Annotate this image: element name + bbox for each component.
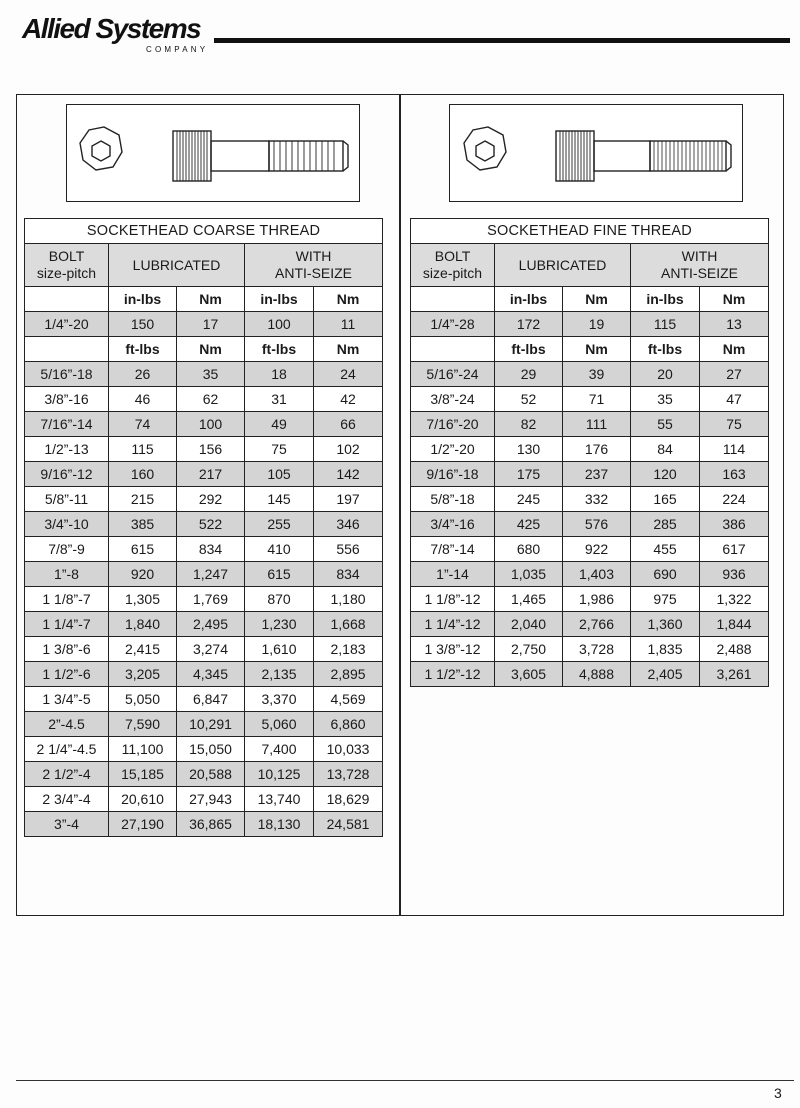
table-row [411, 487, 769, 512]
unit-blank-cell [411, 287, 495, 312]
value-cell: 1,610 [245, 637, 314, 662]
bolt-size-cell: 7/16”-14 [25, 412, 109, 437]
value-cell: 1,247 [177, 562, 245, 587]
value-cell: 870 [245, 587, 314, 612]
table-row [25, 812, 383, 837]
table-row [411, 562, 769, 587]
page-number: 3 [774, 1085, 782, 1101]
coarse-bolt-diagram [66, 104, 360, 202]
value-cell: 410 [245, 537, 314, 562]
value-cell: 3,605 [495, 662, 563, 687]
bolt-size-cell: 7/16”-20 [411, 412, 495, 437]
logo-subtitle: COMPANY [146, 45, 209, 54]
bolt-size-cell: 1”-14 [411, 562, 495, 587]
value-cell: 197 [314, 487, 383, 512]
value-cell: 111 [563, 412, 631, 437]
value-cell: 425 [495, 512, 563, 537]
bolt-size-cell: 5/16”-18 [25, 362, 109, 387]
fine-thread-table [410, 218, 769, 687]
table-row [25, 762, 383, 787]
unit-cell: Nm [177, 287, 245, 312]
lubricated-header: LUBRICATED [495, 244, 631, 287]
table-row [25, 712, 383, 737]
bolt-size-cell: 3/8”-24 [411, 387, 495, 412]
anti-seize-header [245, 244, 383, 287]
value-cell: 75 [700, 412, 769, 437]
value-cell: 576 [563, 512, 631, 537]
value-cell: 120 [631, 462, 700, 487]
value-cell: 74 [109, 412, 177, 437]
value-cell: 20,610 [109, 787, 177, 812]
table-row [411, 512, 769, 537]
value-cell: 29 [495, 362, 563, 387]
bolt-size-cell: 5/8”-18 [411, 487, 495, 512]
table-row [25, 437, 383, 462]
bolt-size-cell: 3”-4 [25, 812, 109, 837]
unit-cell: Nm [177, 337, 245, 362]
value-cell: 1,668 [314, 612, 383, 637]
table-row [25, 787, 383, 812]
table-row [411, 437, 769, 462]
bolt-size-cell: 1/2”-20 [411, 437, 495, 462]
value-cell: 13,728 [314, 762, 383, 787]
value-cell: 66 [314, 412, 383, 437]
value-cell: 224 [700, 487, 769, 512]
value-cell: 175 [495, 462, 563, 487]
table-row [411, 312, 769, 337]
value-cell: 245 [495, 487, 563, 512]
value-cell: 26 [109, 362, 177, 387]
unit-cell: in-lbs [495, 287, 563, 312]
value-cell: 156 [177, 437, 245, 462]
value-cell: 2,750 [495, 637, 563, 662]
value-cell: 20 [631, 362, 700, 387]
table-row [25, 512, 383, 537]
value-cell: 680 [495, 537, 563, 562]
value-cell: 130 [495, 437, 563, 462]
bolt-size-cell: 3/8”-16 [25, 387, 109, 412]
bolt-size-cell: 1 1/8”-12 [411, 587, 495, 612]
value-cell: 102 [314, 437, 383, 462]
bolt-size-cell: 5/16”-24 [411, 362, 495, 387]
unit-cell: Nm [700, 337, 769, 362]
value-cell: 82 [495, 412, 563, 437]
value-cell: 2,183 [314, 637, 383, 662]
value-cell: 35 [177, 362, 245, 387]
value-cell: 165 [631, 487, 700, 512]
value-cell: 237 [563, 462, 631, 487]
bolt-size-cell: 2 3/4”-4 [25, 787, 109, 812]
value-cell: 2,495 [177, 612, 245, 637]
bolt-size-cell: 2 1/2”-4 [25, 762, 109, 787]
value-cell: 100 [245, 312, 314, 337]
table-row [25, 362, 383, 387]
company-logo [22, 14, 212, 54]
coarse-bolt-illustration [67, 105, 361, 203]
unit-cell: ft-lbs [495, 337, 563, 362]
anti-seize-header-line2: ANTI-SEIZE [275, 265, 353, 281]
value-cell: 5,060 [245, 712, 314, 737]
value-cell: 142 [314, 462, 383, 487]
bolt-size-cell: 1/4”-28 [411, 312, 495, 337]
unit-blank-cell [25, 337, 109, 362]
value-cell: 4,569 [314, 687, 383, 712]
value-cell: 217 [177, 462, 245, 487]
fine-bolt-illustration [450, 105, 744, 203]
value-cell: 36,865 [177, 812, 245, 837]
table-row [25, 462, 383, 487]
value-cell: 145 [245, 487, 314, 512]
value-cell: 1,035 [495, 562, 563, 587]
table-row [411, 362, 769, 387]
value-cell: 615 [109, 537, 177, 562]
unit-cell: in-lbs [245, 287, 314, 312]
bolt-header-line2: size-pitch [36, 265, 97, 281]
bolt-header-line1: BOLT [434, 248, 471, 264]
value-cell: 18,130 [245, 812, 314, 837]
value-cell: 18 [245, 362, 314, 387]
value-cell: 10,033 [314, 737, 383, 762]
unit-row-ft-lbs [25, 337, 383, 362]
value-cell: 42 [314, 387, 383, 412]
value-cell: 15,185 [109, 762, 177, 787]
bolt-size-cell: 1”-8 [25, 562, 109, 587]
bolt-size-cell: 3/4”-10 [25, 512, 109, 537]
value-cell: 27,943 [177, 787, 245, 812]
value-cell: 150 [109, 312, 177, 337]
lubricated-header: LUBRICATED [109, 244, 245, 287]
table-row [411, 612, 769, 637]
bolt-size-cell: 1/4”-20 [25, 312, 109, 337]
value-cell: 922 [563, 537, 631, 562]
anti-seize-header [631, 244, 769, 287]
unit-cell: in-lbs [109, 287, 177, 312]
value-cell: 52 [495, 387, 563, 412]
anti-seize-header-line1: WITH [681, 248, 718, 264]
value-cell: 292 [177, 487, 245, 512]
value-cell: 7,400 [245, 737, 314, 762]
table-row [25, 587, 383, 612]
coarse-thread-table [24, 218, 383, 837]
unit-cell: Nm [563, 337, 631, 362]
value-cell: 556 [314, 537, 383, 562]
bolt-size-cell: 3/4”-16 [411, 512, 495, 537]
unit-cell: ft-lbs [245, 337, 314, 362]
value-cell: 62 [177, 387, 245, 412]
value-cell: 15,050 [177, 737, 245, 762]
anti-seize-header-line2: ANTI-SEIZE [661, 265, 739, 281]
value-cell: 2,135 [245, 662, 314, 687]
table-row [411, 462, 769, 487]
bolt-size-cell: 1 1/8”-7 [25, 587, 109, 612]
table-row [25, 737, 383, 762]
footer-rule [16, 1080, 794, 1081]
value-cell: 2,040 [495, 612, 563, 637]
value-cell: 2,415 [109, 637, 177, 662]
value-cell: 936 [700, 562, 769, 587]
value-cell: 115 [109, 437, 177, 462]
table-row [25, 662, 383, 687]
unit-blank-cell [25, 287, 109, 312]
value-cell: 834 [314, 562, 383, 587]
value-cell: 49 [245, 412, 314, 437]
value-cell: 1,465 [495, 587, 563, 612]
value-cell: 2,488 [700, 637, 769, 662]
value-cell: 39 [563, 362, 631, 387]
bolt-size-cell: 7/8”-14 [411, 537, 495, 562]
value-cell: 35 [631, 387, 700, 412]
table-row [411, 537, 769, 562]
unit-row-in-lbs [411, 287, 769, 312]
column-divider [399, 94, 401, 916]
value-cell: 615 [245, 562, 314, 587]
value-cell: 24,581 [314, 812, 383, 837]
value-cell: 1,769 [177, 587, 245, 612]
table-row [411, 587, 769, 612]
bolt-size-cell: 9/16”-18 [411, 462, 495, 487]
table-row [411, 387, 769, 412]
value-cell: 285 [631, 512, 700, 537]
unit-cell: Nm [314, 337, 383, 362]
bolt-size-cell: 1 3/8”-12 [411, 637, 495, 662]
value-cell: 1,844 [700, 612, 769, 637]
unit-cell: Nm [700, 287, 769, 312]
table-row [25, 637, 383, 662]
value-cell: 11 [314, 312, 383, 337]
value-cell: 10,291 [177, 712, 245, 737]
bolt-size-cell: 2”-4.5 [25, 712, 109, 737]
value-cell: 975 [631, 587, 700, 612]
value-cell: 5,050 [109, 687, 177, 712]
value-cell: 27 [700, 362, 769, 387]
unit-cell: Nm [314, 287, 383, 312]
value-cell: 172 [495, 312, 563, 337]
table-row [25, 612, 383, 637]
value-cell: 7,590 [109, 712, 177, 737]
value-cell: 386 [700, 512, 769, 537]
value-cell: 2,895 [314, 662, 383, 687]
bolt-header-line1: BOLT [48, 248, 85, 264]
value-cell: 1,305 [109, 587, 177, 612]
value-cell: 1,360 [631, 612, 700, 637]
coarse-table-title: SOCKETHEAD COARSE THREAD [25, 219, 383, 244]
value-cell: 115 [631, 312, 700, 337]
bolt-size-cell: 1 1/4”-7 [25, 612, 109, 637]
table-row [25, 312, 383, 337]
unit-row-ft-lbs [411, 337, 769, 362]
bolt-size-cell: 1 1/4”-12 [411, 612, 495, 637]
unit-row-in-lbs [25, 287, 383, 312]
value-cell: 27,190 [109, 812, 177, 837]
value-cell: 13,740 [245, 787, 314, 812]
unit-cell: Nm [563, 287, 631, 312]
fine-bolt-diagram [449, 104, 743, 202]
value-cell: 114 [700, 437, 769, 462]
bolt-size-cell: 1/2”-13 [25, 437, 109, 462]
value-cell: 2,766 [563, 612, 631, 637]
table-row [25, 412, 383, 437]
header-rule [214, 38, 790, 43]
logo-wordmark: Allied Systems [22, 13, 201, 44]
value-cell: 3,205 [109, 662, 177, 687]
value-cell: 47 [700, 387, 769, 412]
value-cell: 6,847 [177, 687, 245, 712]
value-cell: 1,230 [245, 612, 314, 637]
value-cell: 617 [700, 537, 769, 562]
value-cell: 1,403 [563, 562, 631, 587]
unit-cell: in-lbs [631, 287, 700, 312]
value-cell: 1,840 [109, 612, 177, 637]
value-cell: 11,100 [109, 737, 177, 762]
fine-table-title: SOCKETHEAD FINE THREAD [411, 219, 769, 244]
bolt-size-header [411, 244, 495, 287]
table-row [411, 637, 769, 662]
table-row [411, 662, 769, 687]
value-cell: 4,888 [563, 662, 631, 687]
value-cell: 71 [563, 387, 631, 412]
value-cell: 46 [109, 387, 177, 412]
value-cell: 834 [177, 537, 245, 562]
unit-blank-cell [411, 337, 495, 362]
value-cell: 6,860 [314, 712, 383, 737]
value-cell: 385 [109, 512, 177, 537]
bolt-size-cell: 7/8”-9 [25, 537, 109, 562]
value-cell: 163 [700, 462, 769, 487]
value-cell: 20,588 [177, 762, 245, 787]
value-cell: 13 [700, 312, 769, 337]
value-cell: 19 [563, 312, 631, 337]
value-cell: 2,405 [631, 662, 700, 687]
bolt-size-header [25, 244, 109, 287]
value-cell: 24 [314, 362, 383, 387]
value-cell: 4,345 [177, 662, 245, 687]
fine-data-rows [411, 362, 769, 687]
unit-cell: ft-lbs [631, 337, 700, 362]
unit-cell: ft-lbs [109, 337, 177, 362]
value-cell: 3,261 [700, 662, 769, 687]
bolt-size-cell: 5/8”-11 [25, 487, 109, 512]
bolt-size-cell: 2 1/4”-4.5 [25, 737, 109, 762]
bolt-size-cell: 1 1/2”-6 [25, 662, 109, 687]
value-cell: 100 [177, 412, 245, 437]
bolt-size-cell: 1 3/4”-5 [25, 687, 109, 712]
table-row [25, 562, 383, 587]
value-cell: 3,370 [245, 687, 314, 712]
anti-seize-header-line1: WITH [295, 248, 332, 264]
table-row [411, 412, 769, 437]
value-cell: 215 [109, 487, 177, 512]
value-cell: 1,180 [314, 587, 383, 612]
value-cell: 17 [177, 312, 245, 337]
value-cell: 18,629 [314, 787, 383, 812]
value-cell: 31 [245, 387, 314, 412]
value-cell: 920 [109, 562, 177, 587]
value-cell: 1,986 [563, 587, 631, 612]
value-cell: 690 [631, 562, 700, 587]
bolt-size-cell: 1 3/8”-6 [25, 637, 109, 662]
value-cell: 455 [631, 537, 700, 562]
table-row [25, 687, 383, 712]
table-row [25, 487, 383, 512]
value-cell: 332 [563, 487, 631, 512]
value-cell: 3,728 [563, 637, 631, 662]
value-cell: 75 [245, 437, 314, 462]
bolt-header-line2: size-pitch [422, 265, 483, 281]
value-cell: 1,835 [631, 637, 700, 662]
value-cell: 10,125 [245, 762, 314, 787]
value-cell: 3,274 [177, 637, 245, 662]
value-cell: 1,322 [700, 587, 769, 612]
coarse-data-rows [25, 362, 383, 837]
value-cell: 522 [177, 512, 245, 537]
value-cell: 346 [314, 512, 383, 537]
bolt-size-cell: 1 1/2”-12 [411, 662, 495, 687]
table-row [25, 387, 383, 412]
value-cell: 255 [245, 512, 314, 537]
value-cell: 55 [631, 412, 700, 437]
table-row [25, 537, 383, 562]
bolt-size-cell: 9/16”-12 [25, 462, 109, 487]
value-cell: 176 [563, 437, 631, 462]
value-cell: 105 [245, 462, 314, 487]
value-cell: 84 [631, 437, 700, 462]
value-cell: 160 [109, 462, 177, 487]
